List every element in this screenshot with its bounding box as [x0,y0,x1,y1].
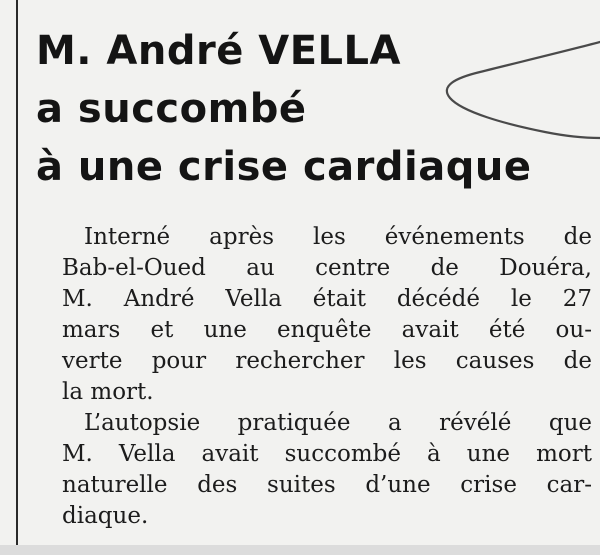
paragraph-1 [62,222,592,408]
paragraph-2-line-1: L’autopsie pratiquée a révélé que [84,410,592,436]
paragraph-1-line-4: mars et une enquête avait été ou- [62,317,592,343]
paragraph-2-line-4: diaque. [62,503,149,529]
headline-line-1: M. André VELLA [36,28,401,74]
column-rule-left [16,0,18,555]
paragraph-1-line-3: M. André Vella était décédé le 27 [62,286,592,312]
paragraph-1-line-1: Interné après les événements de [84,224,592,250]
paragraph-1-line-2: Bab-el-Oued au centre de Douéra, [62,255,592,281]
paragraph-2 [62,408,592,532]
paragraph-1-line-5: verte pour rechercher les causes de [62,348,592,374]
article-headline [36,22,596,196]
article-body [62,222,592,532]
paragraph-2-line-2: M. Vella avait succombé à une mort [62,441,592,467]
headline-line-3: à une crise cardiaque [36,144,532,190]
headline-line-2: a succombé [36,86,307,132]
paper-bottom-edge [0,545,600,555]
paragraph-2-line-3: naturelle des suites d’une crise car- [62,472,592,498]
paragraph-1-line-6: la mort. [62,379,154,405]
